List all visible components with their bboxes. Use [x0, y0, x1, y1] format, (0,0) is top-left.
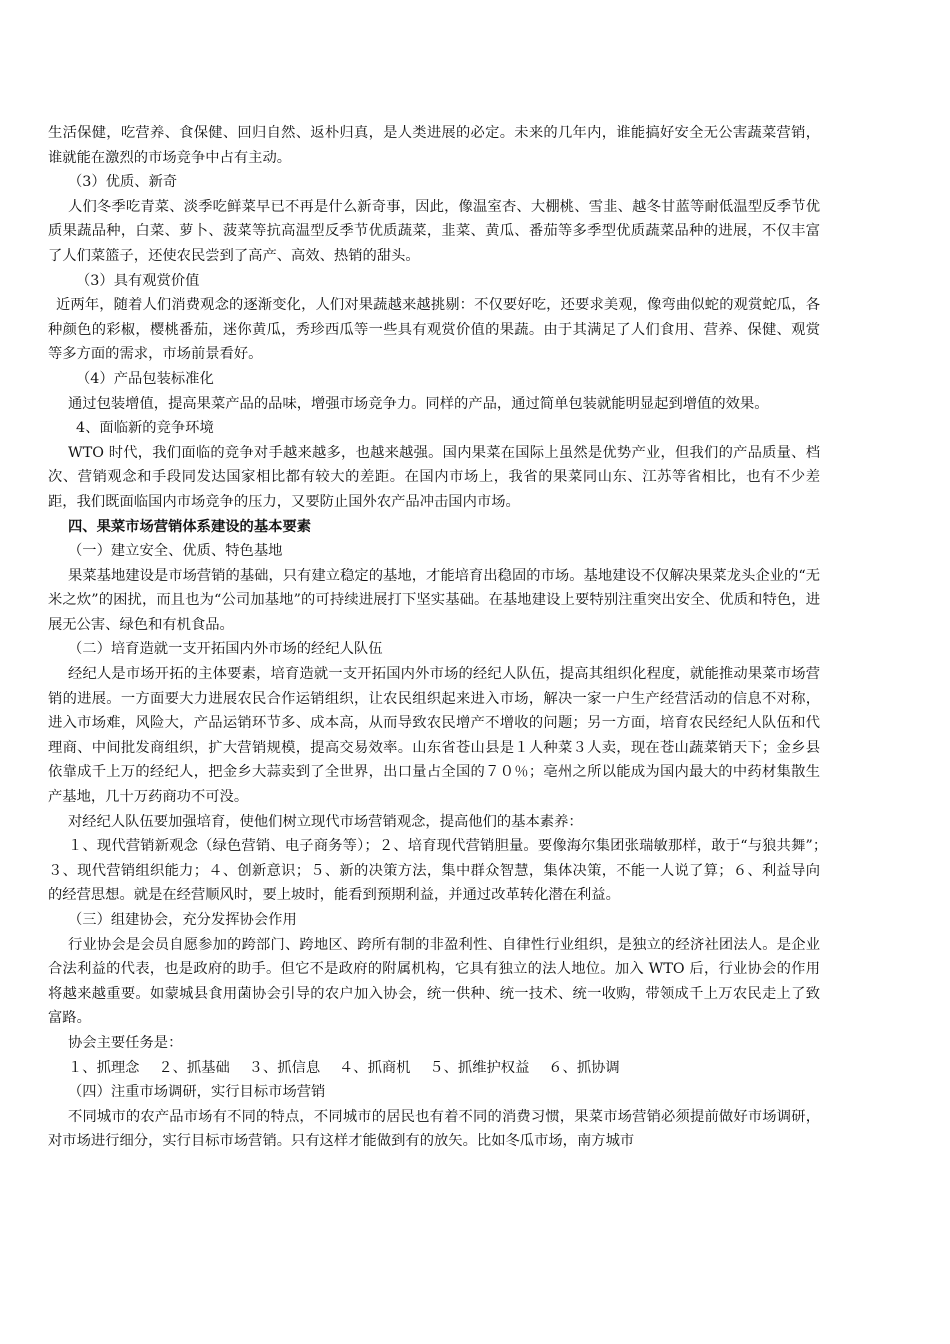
subheading-base: （一）建立安全、优质、特色基地 [68, 543, 283, 560]
paragraph: 近两年，随着人们消费观念的逐渐变化，人们对果蔬越来越挑剔：不仅要好吃，还要求美观，像弯曲似蛇的观赏蛇瓜，各种颜色的彩椒，樱桃番茄，迷你黄瓜，秀珍西瓜等一些具有观赏价值的果蔬。由于其满足了人们食用、营养、保健、观赏等多方面的需求，市场前景看好。 [48, 297, 820, 363]
paragraph: １、现代营销新观念（绿色营销、电子商务等）；２、培育现代营销胆量。要像海尔集团张瑞敏那样，敢于“与狼共舞”； ３、现代营销组织能力；４、创新意识；５、新的决策方法，集中群众智慧，集体决策，不能一人说了算；６、利益导向的经营思想。就是在经营顺风时，要上坡时，能看到预期利益，并通过改革转化潜在利益。 [48, 838, 839, 904]
paragraph: 果菜基地建设是市场营销的基础，只有建立稳定的基地，才能培育出稳固的市场。基地建设不仅解决果菜龙头企业的“无米之炊”的困扰，而且也为“公司加基地”的可持续进展打下坚实基础。在基地建设上要特别注重突出安全、优质和特色，进展无公害、绿色和有机食品。 [48, 567, 820, 633]
subheading-ornamental-value: （3）具有观赏价值 [76, 272, 200, 289]
paragraph: 行业协会是会员自愿参加的跨部门、跨地区、跨所有制的非盈利性、自律性行业组织，是独立的经济社团法人。是企业合法利益的代表，也是政府的助手。但它不是政府的附属机构，它具有独立的法人地位。加入 WTO 后，行业协会的作用将越来越重要。如蒙城县食用菌协会引导的农户加入协会，统一供种、统一技术、统一收购，带领成千上万农民走上了致富路。 [48, 936, 820, 1027]
paragraph: 通过包装增值，提高果菜产品的品味，增强市场竞争力。同样的产品，通过简单包装就能明显起到增值的效果。 [68, 395, 769, 412]
paragraph: 协会主要任务是： [68, 1034, 183, 1051]
paragraph: WTO 时代，我们面临的竞争对手越来越多，也越来越强。国内果菜在国际上虽然是优势产业，但我们的产品质量、档次、营销观念和手段同发达国家相比都有较大的差距。在国内市场上，我省的果菜同山东、江苏等省相比，也有不少差距，我们既面临国内市场竞争的压力，又要防止国外农产品冲击国内市场。 [48, 444, 820, 510]
paragraph: 人们冬季吃青菜、淡季吃鲜菜早已不再是什么新奇事，因此，像温室杏、大棚桃、雪韭、越冬甘蓝等耐低温型反季节优质果蔬品种，白菜、萝卜、菠菜等抗高温型反季节优质蔬菜，韭菜、黄瓜、番茄等多季型优质蔬菜品种的进展，不仅丰富了人们菜篮子，还使农民尝到了高产、高效、热销的甜头。 [48, 198, 820, 264]
paragraph: 经纪人是市场开拓的主体要素，培育造就一支开拓国内外市场的经纪人队伍，提高其组织化程度，就能推动果菜市场营销的进展。一方面要大力进展农民合作运销组织，让农民组织起来进入市场，解决一家一户生产经营活动的信息不对称，进入市场难，风险大，产品运销环节多、成本高，从而导致农民增产不增收的问题；另一方面，培育农民经纪人队伍和代理商、中间批发商组织，扩大营销规模，提高交易效率。山东省苍山县是１人种菜３人卖，现在苍山蔬菜销天下；金乡县依靠成千上万的经纪人，把金乡大蒜卖到了全世界，出口量占全国的７０％；亳州之所以能成为国内最大的中药材集散生产基地，几十万药商功不可没。 [48, 666, 820, 806]
document-page [48, 121, 839, 1154]
subheading-competition: 4、面临新的竞争环境 [76, 420, 214, 437]
paragraph: 对经纪人队伍要加强培育，使他们树立现代市场营销观念，提高他们的基本素养： [68, 813, 583, 830]
subheading-market-research: （四）注重市场调研，实行目标市场营销 [68, 1084, 326, 1101]
section-heading: 四、果菜市场营销体系建设的基本要素 [68, 518, 312, 535]
subheading-associations: （三）组建协会，充分发挥协会作用 [68, 912, 297, 928]
subheading-quality-novelty: （3）优质、新奇 [68, 174, 178, 191]
subheading-brokers: （二）培育造就一支开拓国内外市场的经纪人队伍 [68, 641, 383, 658]
paragraph: 生活保健，吃营养、食保健、回归自然、返朴归真，是人类进展的必定。未来的几年内，谁能搞好安全无公害蔬菜营销，谁就能在激烈的市场竞争中占有主动。 [48, 125, 820, 166]
task-list: １、抓理念 ２、抓基础 ３、抓信息 ４、抓商机 ５、抓维护权益 ６、抓协调 [68, 1059, 620, 1076]
subheading-packaging: （4）产品包装标准化 [76, 370, 214, 387]
paragraph: 不同城市的农产品市场有不同的特点，不同城市的居民也有着不同的消费习惯，果菜市场营销必须提前做好市场调研，对市场进行细分，实行目标市场营销。只有这样才能做到有的放矢。比如冬瓜市场，南方城市 [48, 1108, 820, 1150]
